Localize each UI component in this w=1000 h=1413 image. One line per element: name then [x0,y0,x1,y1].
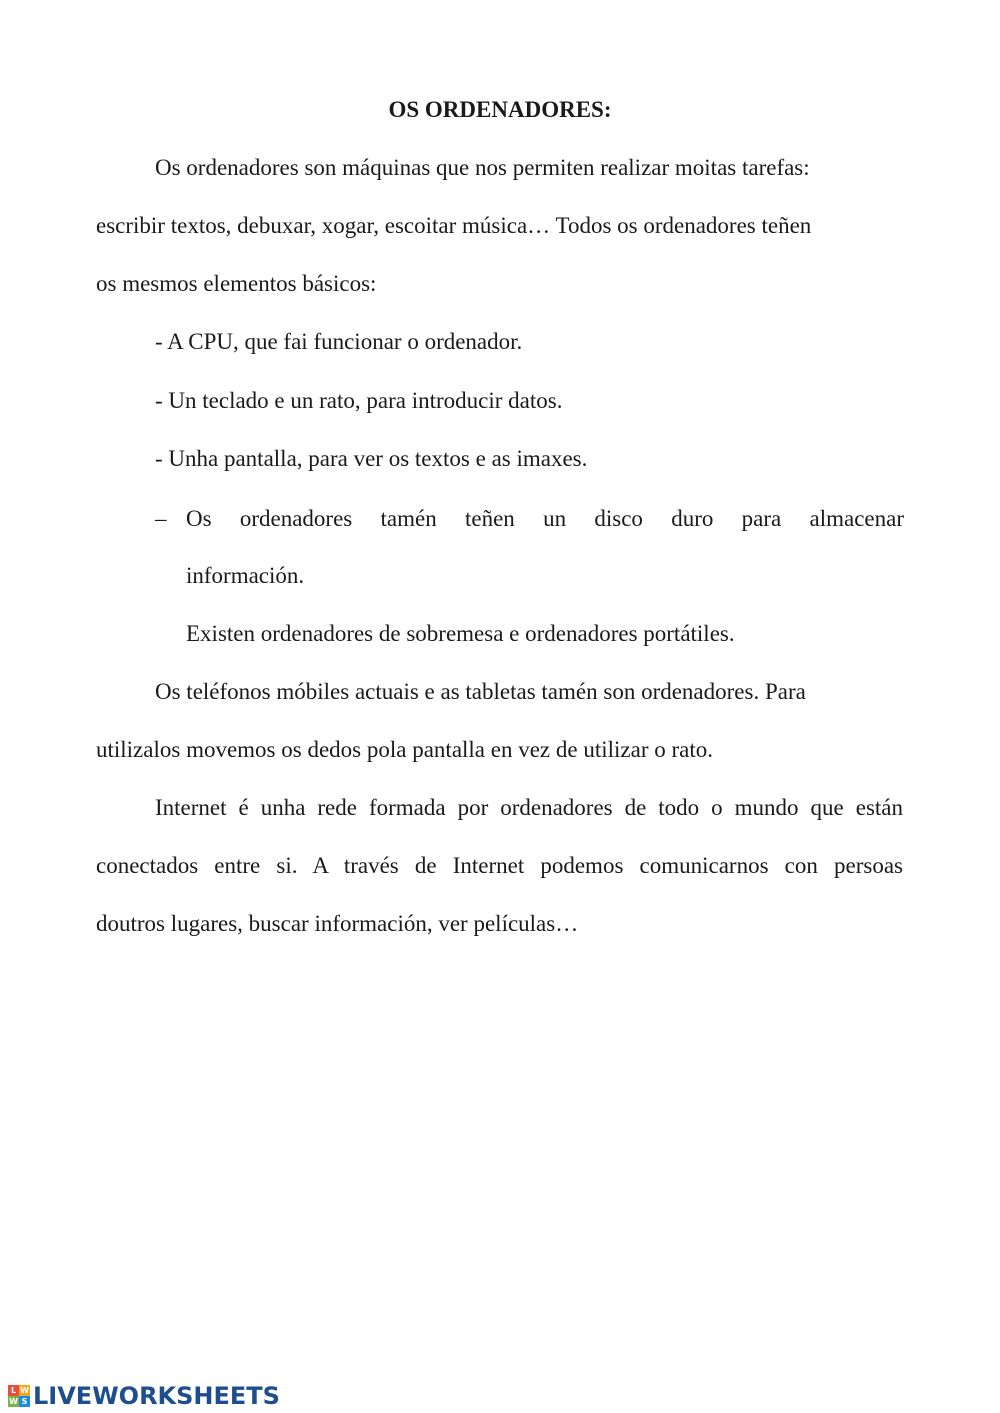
logo-block-3: W [9,1397,18,1406]
intro-line-2: escribir textos, debuxar, xogar, escoitar música… Todos os ordenadores teñen [96,213,812,238]
intro-line-1: Os ordenadores son máquinas que nos permiten realizar moitas tarefas: [155,155,810,180]
intro-line-3: os mesmos elementos básicos: [96,271,377,296]
logo-blocks-icon [8,1385,30,1407]
list-item-disk-dash: – [155,506,167,531]
mobiles-line-1: Os teléfonos móbiles actuais e as tabletas tamén son ordenadores. Para [155,679,806,704]
logo-block-1: L [8,1385,19,1396]
list-item-cpu: - A CPU, que fai funcionar o ordenador. [155,329,523,354]
page-title: OS ORDENADORES: [388,97,612,122]
list-item-keyboard: - Un teclado e un rato, para introducir datos. [155,388,563,413]
computer-types-line: Existen ordenadores de sobremesa e ordenadores portátiles. [186,621,735,646]
list-item-screen: - Unha pantalla, para ver os textos e as imaxes. [155,446,588,471]
list-item-disk-line-1: Os ordenadores tamén teñen un disco duro para almacenar [186,506,904,531]
internet-line-2: conectados entre si. A través de Internet podemos comunicarnos con persoas [96,853,903,878]
liveworksheets-logo [8,1381,280,1411]
logo-block-2: W [20,1386,29,1395]
internet-line-1: Internet é unha rede formada por ordenadores de todo o mundo que están [155,795,903,820]
internet-line-3: doutros lugares, buscar información, ver películas… [96,911,579,936]
logo-text: LIVEWORKSHEETS [33,1382,280,1410]
logo-block-4: S [19,1396,30,1407]
mobiles-line-2: utilizalos movemos os dedos pola pantalla en vez de utilizar o rato. [96,737,713,762]
list-item-disk-line-2: información. [186,563,305,588]
